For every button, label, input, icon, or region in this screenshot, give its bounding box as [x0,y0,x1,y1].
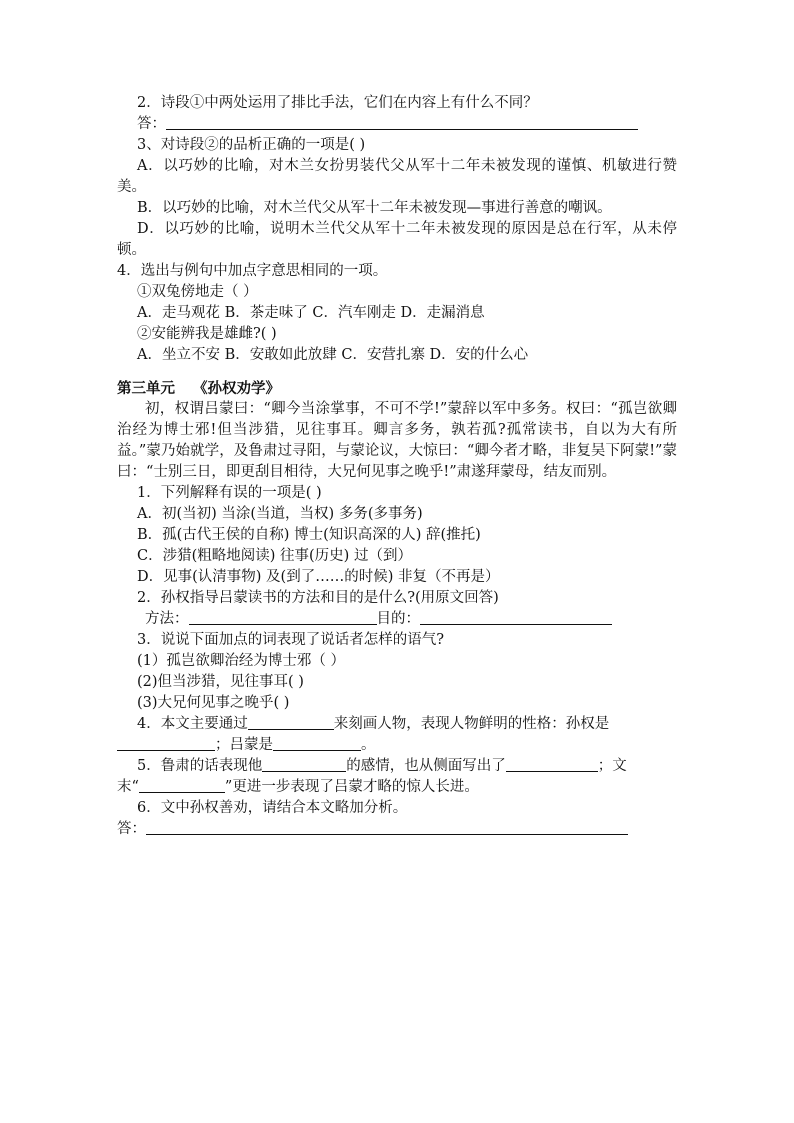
q4-text-a: 4．本文主要通过 [137,716,248,732]
p2-question-1-option-b: B．孤(古代王侯的自称) 博士(知识高深的人) 辞(推托) [137,527,481,543]
q4-blank-1[interactable] [248,714,334,730]
q4-text-c: ；吕蒙是 [215,737,273,753]
p2-question-3-item-1: (1）孤岂欲卿治经为博士邪（ ） [137,653,345,669]
answer-label: 答： [117,821,146,837]
p2-question-3: 3．说说下面加点的词表现了说话者怎样的语气? [137,632,444,648]
p2-question-1-option-a: A．初(当初) 当涂(当道，当权) 多务(多事务) [137,506,423,522]
question-4: 4．选出与例句中加点字意思相同的一项。 [117,263,388,279]
p2-question-5-line-2 [117,777,677,798]
q5-text-d: 末“ [117,779,139,795]
question-3-option-d: D．以巧妙的比喻，说明木兰代父从军十二年未被发现的原因是总在行军，从未停顿。 [117,221,677,258]
question-4-example-2-options: A．坐立不安 B．安敢如此放肆 C．安营扎寨 D．安的什么心 [137,347,529,363]
q5-text-a: 5．鲁肃的话表现他 [137,758,263,774]
question-4-example-1: ①双兔傍地走（ ） [137,284,258,300]
p2-question-5-line-1 [117,756,677,777]
p2-question-4-line-1 [117,714,677,735]
question-4-example-1-options: A．走马观花 B．茶走味了 C．汽车刚走 D．走漏消息 [137,305,485,321]
answer-label: 答： [137,116,166,132]
purpose-label: 目的： [376,611,420,627]
question-3: 3、对诗段②的品析正确的一项是( ) [137,137,366,153]
question-3-option-a: A．以巧妙的比喻，对木兰女扮男装代父从军十二年未被发现的谨慎、机敏进行赞美。 [117,158,677,195]
p2-question-6: 6．文中孙权善劝，请结合本文略加分析。 [137,800,408,816]
section-heading [117,378,677,399]
q5-text-b: 的感情，也从侧面写出了 [346,758,506,774]
q5-blank-1[interactable] [262,756,346,772]
method-label: 方法： [145,611,189,627]
q5-text-e: ”更进一步表现了吕蒙才略的惊人长进。 [224,779,479,795]
question-3-option-b: B．以巧妙的比喻，对木兰代父从军十二年未被发现—事进行善意的嘲讽。 [137,200,612,216]
p2-question-1: 1．下列解释有误的一项是( ) [137,485,322,501]
passage-text: 初，权谓吕蒙曰：“卿今当涂掌事，不可不学!”蒙辞以军中多务。权曰：“孤岂欲卿治经为博士邪!但当涉猎，见往事耳。卿言多务，孰若孤?孤常读书，自以为大有所益。”蒙乃始就学，及鲁肃过寻阳，与蒙论议，大惊曰：“卿今者才略，非复吴下阿蒙!”蒙曰：“士别三日，即更刮目相待，大兄何见事之晚乎!”肃遂拜蒙母，结友而别。 [117,401,677,480]
p2-question-1-option-d: D．见事(认清事物) 及(到了……的时候) 非复（不再是） [137,569,500,585]
p2-question-2-answers [117,609,677,630]
p2-question-3-item-3: (3)大兄何见事之晚乎( ) [137,695,290,711]
q4-text-b: 来刻画人物，表现人物鲜明的性格：孙权是 [333,716,610,732]
question-2: 2．诗段①中两处运用了排比手法，它们在内容上有什么不同？ [137,95,538,111]
lesson-title: 《孙权劝学》 [193,380,280,397]
q4-blank-2[interactable] [117,735,215,751]
p2-question-1-option-c: C．涉猎(粗略地阅读) 往事(历史) 过（到） [137,548,412,564]
q5-blank-2[interactable] [506,756,598,772]
q5-blank-3[interactable] [139,777,225,793]
worksheet-page [117,93,677,840]
question-2-answer [117,114,677,135]
method-blank[interactable] [189,609,377,625]
answer-blank[interactable] [146,819,628,835]
q4-blank-3[interactable] [273,735,361,751]
p2-question-4-line-2 [117,735,677,756]
p2-question-6-answer [117,819,677,840]
q4-text-d: 。 [361,737,376,753]
question-4-example-2: ②安能辨我是雄雌?( ) [137,326,277,342]
purpose-blank[interactable] [420,609,612,625]
p2-question-3-item-2: (2)但当涉猎，见往事耳( ) [137,674,304,690]
unit-label: 第三单元 [117,380,175,397]
answer-blank[interactable] [166,114,638,130]
p2-question-2: 2．孙权指导吕蒙读书的方法和目的是什么?(用原文回答) [137,590,499,606]
q5-text-c: ；文 [597,758,627,774]
